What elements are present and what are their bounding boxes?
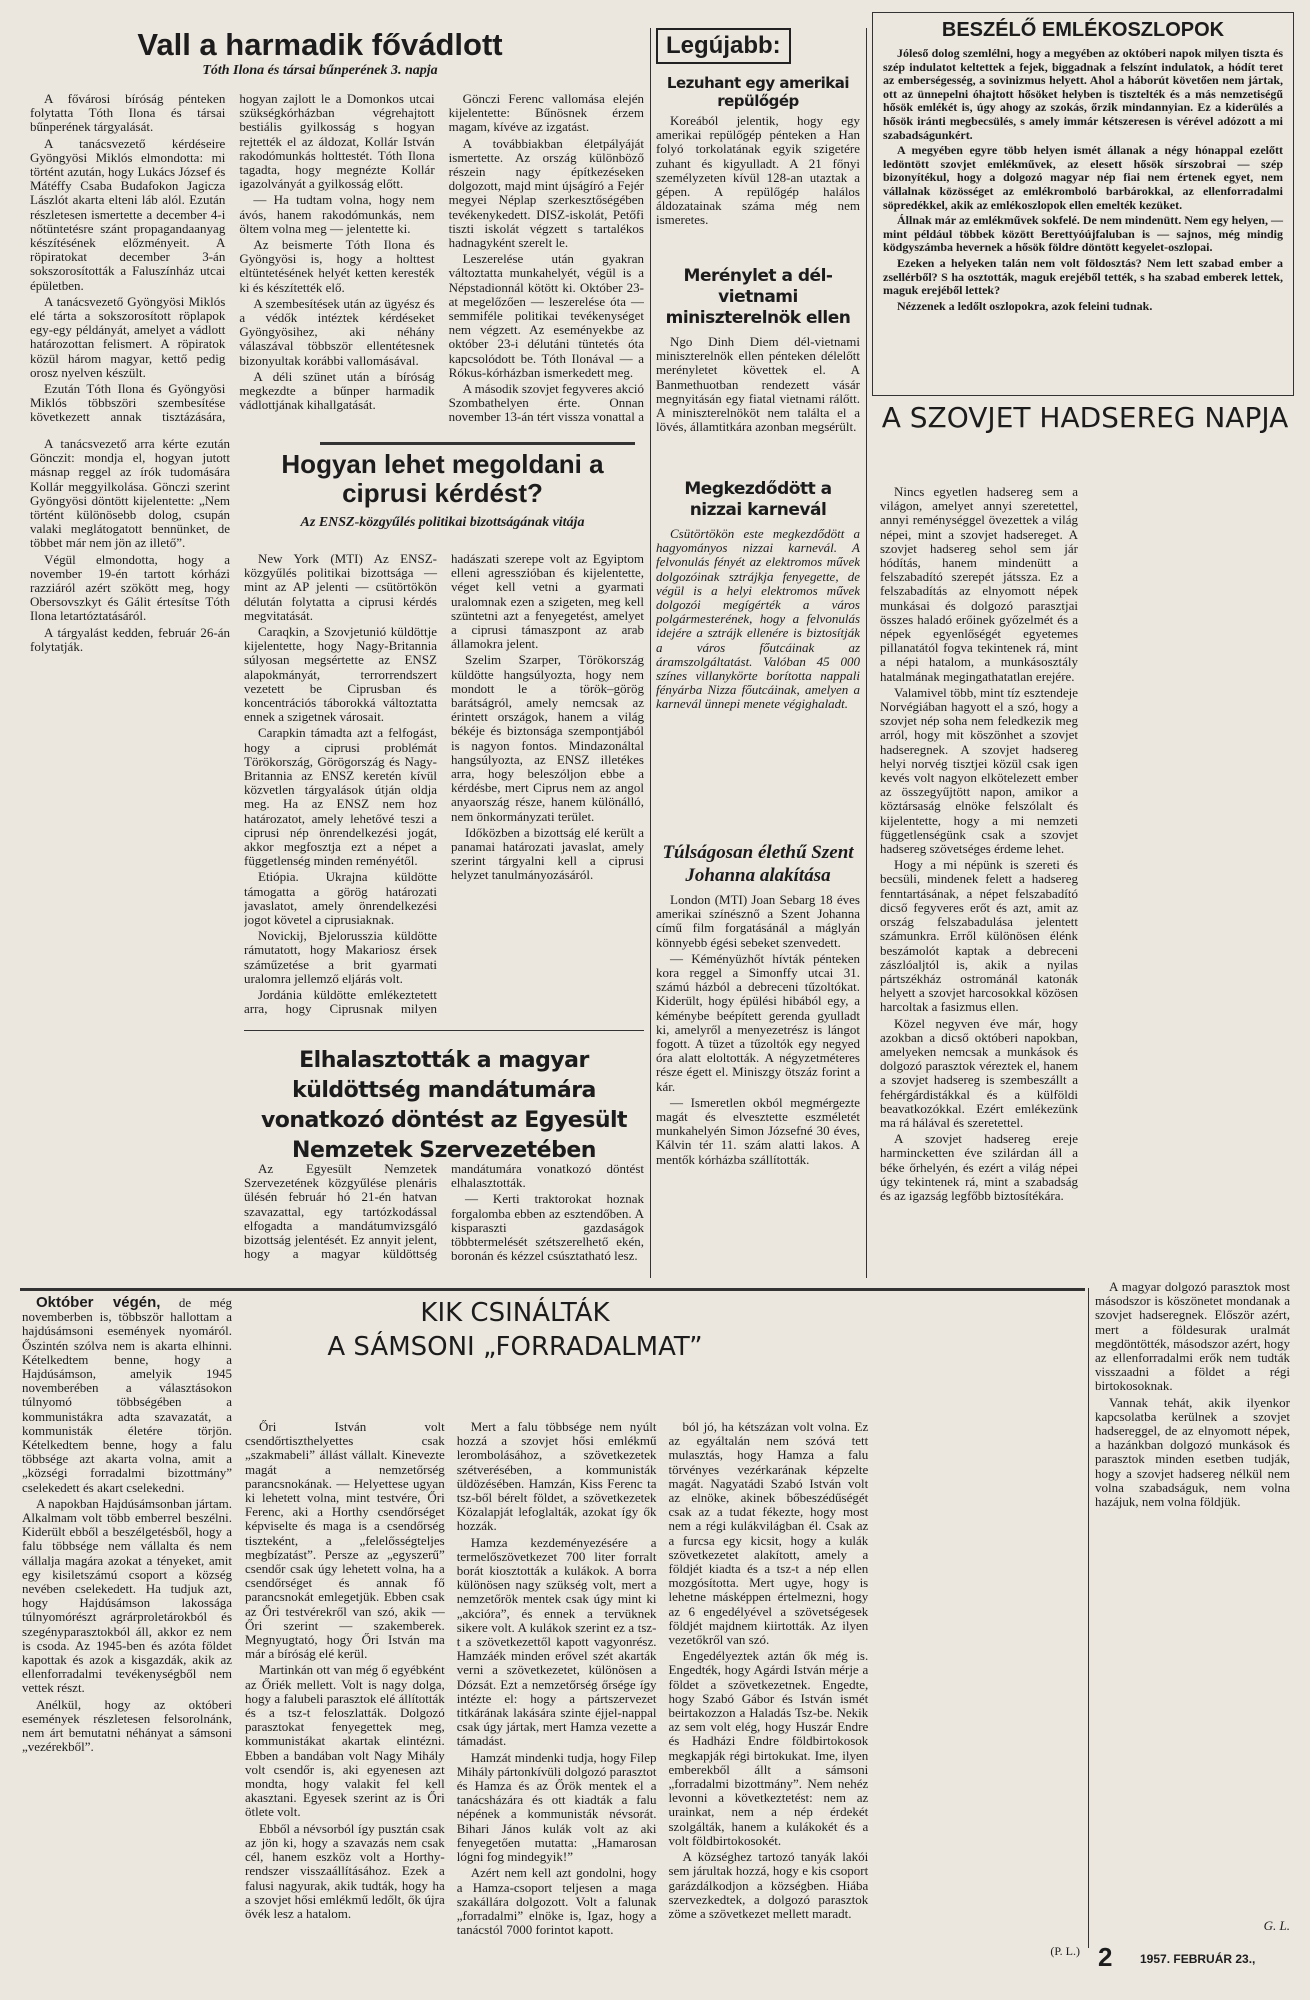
column-rule	[1088, 1288, 1089, 1948]
section-divider	[20, 1288, 1085, 1291]
samson-intro	[22, 1296, 232, 1936]
hadsereg-headline: A SZOVJET HADSEREG NAPJA	[881, 401, 1289, 434]
article-ciprus-body	[244, 552, 644, 1022]
paragraph: Az beismerte Tóth Ilona és Gyöngyösi is, hogy a holttest eltüntetésének helyét ketten keresték ki és készítették elő.	[239, 237, 435, 295]
paragraph: — Ismeretlen okból megmérgezte magát és elvesztette eszméletét munkahelyén Simon Józsefné 30 éves, Kálvin tér 11. szám alatti lakos. A mentők kórházba szállították.	[656, 1094, 860, 1167]
paragraph: New York (MTI) Az ENSZ-közgyűlés politikai bizottsága — mint az AP jelenti — csütörtökön délután folytatta a ciprusi kérdés megvitatását.	[244, 552, 437, 623]
paragraph: Végül elmondotta, hogy a november 19-én tartott kórházi razziáról azért szökött meg, hogy Obersovszkyt és Gálit értesítse Tóth Ilona letartóztatásáról.	[30, 551, 230, 624]
hadsereg-signature: G. L.	[1263, 1918, 1290, 1933]
paragraph: A tárgyalást kedden, február 26-án folytatják.	[30, 624, 230, 654]
article-ciprus-headline: Hogyan lehet megoldani a ciprusi kérdést?	[281, 450, 604, 508]
article-kuldottseg-header	[244, 1040, 644, 1160]
article-ciprus-header	[240, 450, 645, 550]
paragraph: Carapkin támadta azt a felfogást, hogy a ciprusi problémát Törökország, Görögország és Nagy-Britannia az ENSZ keretén kívül közvetlen tárgyalások útján oldja meg. Ha az ENSZ nem hoz határozatot, amely lehetővé teszi a ciprusi nép önrendelkezési jogát, akkor megfosztja ezt a népet a függetlenség minden reményétől.	[244, 725, 437, 869]
paragraph: Anélkül, hogy az októberi események részletesen felsorolnánk, nem árt bemutatni néhányat a sámsoni „vezérekből”.	[22, 1696, 232, 1755]
paragraph: Ngo Dinh Diem dél-vietnami miniszterelnök ellen pénteken délelőtt merényletet követtek el. A Banmethuotban rendezett vásár megnyitásán egy fiatal vietnami rálőtt. A miniszterelnököt nem találta el a lövés, államtitkára azonban megsérült.	[656, 335, 860, 435]
legujabb-p4	[656, 893, 860, 1233]
legujabb-p1	[656, 114, 860, 254]
paragraph: Novickij, Bjelorusszia küldötte rámutatott, hogy Makariosz érsek száműzetése a brit gyarmati uralomra jellemző eljárás volt.	[244, 928, 437, 986]
paragraph: A déli szünet után a bíróság megkezdte a bűnper harmadik vádlottjának kihallgatását.	[239, 368, 435, 413]
paragraph: Hamza kezdeményezésére a termelőszövetkezet 700 liter forralt borát kiosztották a kulákok. A borra különösen nagy szükség volt, mert a nemzetőrök mentek csak úgy mint ki „akcióra”, és ennek a tervüknek sikere volt. A kulákok szerint ez a tsz-t a szövetkezettől kapott vagyonrész. Hamzáék minden erővel szét akarták verni a szövetkezetet, különösen a Dózsát. Ezt a nemzetőrség őrsége így intézte el: hogy a pártszervezet titkárának lakására szinte éjjel-nappal csak úgy jártak, mert Hamza vezette a támadást.	[456, 1534, 657, 1749]
legujabb-p2	[656, 335, 860, 465]
paragraph: Vannak tehát, akik ilyenkor kapcsolatba kerülnek a szovjet hadsereggel, de az elnyomott népek, a hazánkban dolgozó munkások és parasztok minden esetben tudják, hogy a szovjet hadsereg nélkül nem volna szabadságuk, nem volna hazájuk, nem volna földjük.	[1095, 1394, 1290, 1510]
legujabb-section	[656, 28, 860, 1278]
legujabb-p3	[656, 527, 860, 827]
divider	[244, 1030, 644, 1031]
paragraph: Közel negyven éve már, hogy azokban a dicső októberi napokban, amelyeken nemcsak a munkások és dolgozó parasztok véreztek el, hanem a szovjet hadsereg is szembeszállt a fehérgárdistákkal és a külföldi beavatkozókkal. Ezért emlékezünk ma rá hálával és szeretettel.	[880, 1015, 1078, 1130]
paragraph: A napokban Hajdúsámsonban jártam. Alkalmam volt több emberrel beszélni. Kiderült ebből a beszélgetésből, hogy a falu többsége nem vállalta és nem vállalja magára azokat a tényeket, amit egy kisiletszámú csoport a község nevében cselekedett. Ha tudjuk azt, hogy Hajdúsámson lakossága túlnyomórészt agrárproletárokból és szegényparasztokból áll, akkor ez nem is csoda. Az 1945-ben és azóta földet kapottak és azok a kisgazdák, akik az ellenforradalmi tevékenységből nem vettek részt.	[22, 1495, 232, 1696]
paragraph: Engedélyeztek aztán ők még is. Engedték, hogy Agárdi István mérje a földet a szövetkezetnek. Engedte, hogy Szabó Gábor és István ismét beirtakozzon a Haladás Tsz-be. Nekik az sem volt elég, hogy Huszár Endre és Hadházi Endre földbirtokosok megkapják régi birtokukat. Ime, ilyen emberekből állt a sámsoni „forradalmi bizottmány”. Nem nehéz levonni a következtetést: nem az urainkat, nem a nép érdekét szolgálták, hanem a kulákokét és a volt földbirtokosokét.	[668, 1648, 869, 1848]
article-vall-body	[30, 92, 644, 437]
issue-date: 1957. FEBRUÁR 23.,	[1140, 1952, 1256, 1966]
article-vall-header	[95, 28, 545, 86]
paragraph: ból jó, ha kétszázan volt volna. Ez az egyáltalán nem szóvá tett mulasztás, hogy Hamza a falu törvényes vezérkarának képzelte magát. Nagyatádi Szabó István volt az elnöke, akinek bőbeszédűségét csak az a tudat fékezte, hogy most nem a régi kulákvilágban él. Csak az a furcsa egy kicsit, hogy a kulák szövetkezetet alakított, amely a földjét kiadta és a tsz-t a nép ellen mozgósította. Mert ugye, hogy is lehetne másképpen értelmezni, hogy az 6 engedélyével a szövetségesek földjét majdnem kiirtották. Az ilyen vezetőkről van szó.	[668, 1420, 869, 1648]
article-vall-body-continued	[30, 437, 230, 1279]
paragraph: Nincs egyetlen hadsereg sem a világon, amelyet annyi szeretettel, annyi reménységgel övezettek a világ népei, mint a szovjet hadsereget. A szovjet hadsereg sehol sem jár hódítás, hanem mindenütt a felszabadító szerepét játssza. Ez a felszabadítás az elnyomott népek munkásai és dolgozó parasztjai összes haladó erőinek győzelmét és a népek egyenlőségét egyetemes pillanatától fogva tekintenek rá, mint a népi hatalom, a munkásosztály hatalmának megingathatatlan erejére.	[880, 485, 1078, 684]
article-ciprus-subhead: Az ENSZ-közgyűlés politikai bizottságának vitája	[300, 515, 585, 530]
legujabb-title: Legújabb:	[656, 28, 791, 64]
column-rule	[650, 28, 651, 1278]
paragraph: — Kéményüzhőt hívták pénteken kora reggel a Simonffy utcai 31. számú házból a debreceni tűzoltókat. Kiderült, hogy épülési hibából egy, a kéménybe beépített gerenda gyulladt ki, amelyről a menyezetrész is lángot fogott. A tüzet a tűzoltók egy negyed óra alatt eloltották. A négyzetméteres része égett el. Miniszgy ötszáz forint a kár.	[656, 950, 860, 1094]
paragraph: Ezeken a helyeken talán nem volt földosztás? Nem lett szabad ember a zsellérből? S ha osztották, maguk erejéből tették, s ha szabad emberek lettek, maguk erejéből lettek?	[883, 255, 1283, 298]
samson-intro-paragraph	[22, 1296, 232, 1495]
paragraph: Gönczi Ferenc vallomása elején kijelentette: Bűnösnek érzem magam, kívéve az izgatást.	[448, 92, 644, 135]
page-number: 2	[1098, 1942, 1113, 1972]
paragraph: London (MTI) Joan Sebarg 18 éves amerikai színésznő a Szent Johanna című film forgatásánál a máglyán könnyebb égési sebeket szenvedett.	[656, 893, 860, 950]
paragraph: Ebből a névsorból így pusztán csak az jön ki, hogy a szavazás nem csak cél, hanem eszköz volt a Horthy-rendszer visszaállításához. Ezek a falusi nagyurak, akik tudták, hogy ha a szovjet hősi emlékmű ledőlt, ők újra övék lesz a hatalom.	[245, 1820, 445, 1921]
paragraph: Időközben a bizottság elé került a panamai határozati javaslat, amely szerint tárgyalni kell a ciprusi helyzet tanulmányozásáról.	[451, 824, 644, 883]
paragraph: Martinkán ott van még ő egyébként az Őriék mellett. Volt is nagy dolga, hogy a falubeli parasztok elé állították és a tsz-t feloszlatták. Dolgozó parasztokat fenyegettek meg, kommunistákat akartak elintézni. Ebben a bandában volt Nagy Mihály volt csendőr is, aki egyenesen azt mondta, hogy valakit fel kell akasztani. Egyesek szerint az is Őri ötlete volt.	[245, 1662, 445, 1820]
divider	[320, 442, 635, 445]
emlek-box	[872, 12, 1294, 396]
paragraph: Valamivel több, mint tíz esztendeje Norvégiában hagyott el a szó, hogy a szovjet nép soha nem feledkezik meg arról, hogy mit köszönhet a szovjet hadseregnek. A szovjet hadsereg helyi norvég tisztjei közül csak igen kevés volt nagyon elkötelezett ember az összegyűjtött napon, amikor a köztársaság elnöke felszólalt és kijelentette, hogy a mi nemzeti függetlenségünk csak a szovjet hadsereg szövetséges érdeme lehet.	[880, 684, 1078, 857]
paragraph: A szovjet hadsereg ereje harmincketten éve szilárdan áll a béke őrhelyén, és ezért a világ népei úgy tekintenek rá, mint a szabadság és az igazság legfőbb biztosítékára.	[880, 1131, 1078, 1203]
paragraph: Jóleső dolog szemlélni, hogy a megyében az októberi napok milyen tiszta és szép indulatot keltettek a fejek, biggadnak a felszínt indulatok, a hódít teret az emberségesség, a sovinizmus helyett. Ahol a háborút követően nem jártak, ott az ünnepelni óhajtott hősöket helyben is tisztelték és a más nemzetiségű hősök emlékét is, úgy ahogy az szokás, őrzik mindannyian. Ez a kiderülés a hősök iránti megbecsülés, s amely immár kétszeresen is vérével adózott a mi szabadságunkért.	[883, 46, 1283, 142]
samson-body	[245, 1420, 1080, 1940]
legujabb-h4: Túlságosan élethű Szent Johanna alakítása	[662, 842, 854, 886]
samson-header	[245, 1296, 785, 1416]
paragraph: Állnak már az emlékművek sokfelé. De nem mindenütt. Nem egy helyen, — mint például többek között Berettyóújfaluban is — sajnos, még mindig ködgyszámba hevernek a hősök földre döntött kegyelet-oszlopai.	[883, 213, 1283, 255]
paragraph: A magyar dolgozó parasztok most másodszor is köszönetet mondanak a szovjet hadseregnek. Először azért, mert a földesurak uralmát megdöntötték, másodszor azért, hogy az ellenforradalmi erők nem tudták visszaadni a földet a régi birtokosoknak.	[1095, 1280, 1290, 1394]
paragraph: Koreából jelentik, hogy egy amerikai repülőgép pénteken a Han folyó torkolatának egyik szigetére zuhant és kigyulladt. A 21 főnyi személyzeten kívül 128-an utaztak a gépen. A repülőgép halálos áldozatainak száma még nem ismeretes.	[656, 114, 860, 228]
paragraph: Leszerelése után gyakran változtatta munkahelyét, végül is a Népstadionnál kötött ki. Október 23-at megelőzően — leszerelése óta — semmiféle politikai tevékenységet nem végzett. Az eseményekbe az október 23-i délutáni tüntetés óta kapcsolódott be. Tóth Ilonával — a Rókus-kórházban ismerkedett meg.	[448, 251, 644, 380]
article-kuldottseg-body	[244, 1162, 644, 1277]
paragraph: Hogy a mi népünk is szereti és becsüli, mindenek felett a hadsereg fenntartásának, a népet felszabadító dicső fegyveres erőt és azt, amit az ország felszabadulása jelentett számunkra. Erről különösen élénk beszámolót kaptak a debreceni zászlóaljtól is, akik a nyilas pártszékház ostrománál katonák helyett a szovjet harcosokkal közösen harcoltak a fasizmus ellen.	[880, 857, 1078, 1015]
paragraph: — Kerti traktorokat hoznak forgalomba ebben az esztendőben. A kisparaszti gazdaságok többtermelését szétszerelhető ekén, boronán és kézzel csúsztatható lesz.	[451, 1191, 644, 1264]
paragraph: A továbbiakban életpályáját ismertette. Az ország különböző részein nagy építkezéseken dolgozott, majd mint újságíró a Fejér megyei Néplap szerkesztőségében tevékenykedett. DISZ-iskolát, Petőfi tiszti iskolát végzett s tartalékos hadnagyként szerelt le.	[448, 135, 644, 251]
paragraph: A szembesítések után az ügyész és a védők intéztek kérdéseket Gyöngyösihez, aki néhány válaszával többször ellentétesnek bizonyultak korábbi vallomásával.	[239, 295, 435, 368]
samson-intro-runin: Október végén,	[36, 1296, 161, 1311]
paragraph: Jordánia küldötte emlékeztetett arra, hogy Ciprusnak milyen hadászati szerepe volt az Egyiptom elleni agresszióban és kijelentette, véget kell vetni a gyarmati uralomnak ezen a szigeten, meg kell szüntetni azt a fenyegetést, amelyet a ciprusi támaszpont az arab államokra jelent.	[244, 552, 644, 1017]
emlek-body	[873, 43, 1293, 391]
legujabb-h2: Merénylet a dél-vietnami miniszterelnök ellen	[665, 266, 851, 328]
article-vall-subhead: Tóth Ilona és társai bűnperének 3. napja	[202, 63, 438, 78]
legujabb-h1: Lezuhant egy amerikai repülőgép	[666, 74, 850, 110]
article-kuldottseg-headline: Elhalasztották a magyar küldöttség mandátumára vonatkozó döntést az Egyesült Nemzetek Szervezetében	[260, 1048, 628, 1160]
samson-headline-2: A SÁMSONI „FORRADALMAT”	[327, 1332, 703, 1362]
samson-signature: (P. L.)	[1050, 1944, 1080, 1958]
hadsereg-body-continued	[1095, 1280, 1290, 1920]
paragraph: Szelim Szarper, Törökország küldötte hangsúlyozta, hogy nem mondott le a török–görög barátságról, amely nemcsak az érintett országok, hanem a világ békéje és biztonsága szempontjából is nagyon fontos. Mindazonáltal hangsúlyozta, az ENSZ illetékes arra, hogy beleszóljon ebbe a kérdésbe, mert Ciprus nem az angol anyaország része, hanem különálló, nem önkormányzati terület.	[451, 652, 644, 824]
paragraph: Etiópia. Ukrajna küldötte támogatta a görög határozati javaslatot, amely önrendelkezési jogot követel a ciprusiaknak.	[244, 869, 437, 928]
column-rule	[866, 28, 867, 1278]
paragraph: Mert a falu többsége nem nyúlt hozzá a szovjet hősi emlékmű lerombolásához, a szövetkezetek szétverésében, a kommunisták üldözésében. Hamzán, Kiss Ferenc ta tsz-ből bérelt földet, a szövetkezetek Közalapját lefoglalták, azokat így ők hozzák.	[456, 1420, 657, 1534]
paragraph: A községhez tartozó tanyák lakói sem járultak hozzá, hogy e kis csoport garázdálkodjon a községben. Hiába szervezkedtek, a dolgozó parasztok zöme a szövetkezet mellett maradt.	[668, 1849, 869, 1921]
emlek-title: BESZÉLŐ EMLÉKOSZLOPOK	[941, 19, 1225, 41]
hadsereg-body	[880, 485, 1290, 1275]
paragraph: Őri István volt csendőrtiszthelyettes csak „szakmabeli” állást vállalt. Kinevezte magát a nemzetőrség parancsnokának. — Helyettese ugyan ki lehetett volna, mint testvére, Őri Ferenc, aki a Horthy csendőrséget képviselte és maga is a csendőrség tiszteként, a „felelősségteljes megbízatást”. Persze az „egyszerű” csendőr csak úgy lehetett volna, ha a csendőrséget és annak fő parancsnokát emlegetjük. Ebben csak az Őri testvérekről van szó, akik — Őri szerint — szakemberek. Megnyugtató, hogy Őri István ma már a bíróság elé kerül.	[245, 1420, 445, 1662]
paragraph: A megyében egyre több helyen ismét állanak a négy hónappal ezelőtt ledöntött szovjet emlékművek, az elesett hősök sírszobrai — szép bizonyítékul, hogy a dolgozó magyar nép fiai nem értenek egyet, nem vállalnak közösséget az emlékromboló barbárokkal, az ellenforradalmi söpredékkel, akik az emlékoszlopok ellen emelték kezüket.	[883, 143, 1283, 212]
paragraph: Ezután Tóth Ilona és Gyöngyösi Miklós többszöri szembesítése következett annak tisztázására, hogyan zajlott le a Domonkos utcai szükségkórházban végrehajtott bestiális gyilkosság s hogyan rejtették el az áldozat, Kollár István rakodómunkás holttestét. Tóth Ilona tagadta, hogy megnézte Kollár igazolványát a gyilkosság előtt.	[30, 92, 435, 425]
paragraph: Az Egyesült Nemzetek Szervezetének közgyűlése plenáris ülésén február hó 21-én hatvan szavazattal, egy tartózkodással elfogadta a mandátumvizsgáló bizottság jelentését. Ez annyit jelent, hogy a magyar küldöttség mandátumára vonatkozó döntést elhalasztották.	[244, 1162, 644, 1262]
samson-intro-text: de még novemberben is, többször hallottam a hajdúsámsoni események nyomáról. Őszintén szólva nem is akarta elhinni. Kételkedtem benne, hogy a Hajdúsámson, amelyik 1945 novemberében a választásokon túlnyomó többségében a kommunistákra adta szavazatát, a kommunisták életére törjön. Kételkedtem benne, hogy a falu többsége azt akarta volna, amit a „községi forradalmi bizottmány” cselekedett és akart cselekedni.	[22, 1296, 232, 1495]
paragraph: Azért nem kell azt gondolni, hogy a Hamza-csoport teljesen a maga szakállára dolgozott. Volt a falunak „forradalmi” elnöke is, Igaz, hogy a tanácstól 7000 forintot kapott.	[456, 1865, 657, 1938]
hadsereg-header	[880, 400, 1290, 480]
article-vall-headline: Vall a harmadik fővádlott	[137, 28, 503, 62]
samson-headline-1: KIK CSINÁLTÁK	[420, 1298, 610, 1328]
paragraph: Csütörtökön este megkezdődött a hagyományos nizzai karnevál. A felvonulás fényét az elektromos művek dolgozóinak sztrájkja fenyegette, de végül is a helyi elektromos művek dolgozói megígérték a város polgármesterének, hogy a felvonulás idejére a sztrájk ellenére is biztosítják a város főutcáinak az áramszolgáltatást. Valóban 45 000 színes villanykörte borította nappali fényárba Nizza főutcáinak, amelyen a karnevál ünnepi menete végighaladt.	[656, 527, 860, 712]
paragraph: A második szovjet fegyveres akció Szombathelyen érte. Onnan november 13-án tért vissza vonattal a	[448, 381, 644, 425]
legujabb-h3: Megkezdődött a nizzai karnevál	[684, 479, 832, 520]
paragraph: — Ha tudtam volna, hogy nem ávós, hanem rakodómunkás, nem öltem volna meg — jelentette ki.	[239, 192, 435, 236]
paragraph: Hamzát mindenki tudja, hogy Filep Mihály pártonkívüli dolgozó parasztot és Hamza és az Őrök mentek el a tanácsházára és ott kiadták a falu népének a kommunisták névsorát. Bihari János kulák volt az aki fenyegetően mutatta: „Hamarosan lógni fog mindegyik!”	[456, 1749, 657, 1865]
paragraph: Nézzenek a ledőlt oszlopokra, azok feleini tudnak.	[897, 298, 1153, 313]
paragraph: A fővárosi bíróság pénteken folytatta Tóth Ilona és társai bűnperének tárgyalását.	[30, 92, 226, 135]
paragraph: A tanácsvezető arra kérte ezután Gönczit: mondja el, hogyan jutott másnap reggel az írók tudomására Kollár meggyilkolása. Gönczi szerint Gyöngyösi döntött kijelentette: „Nem történt különösebb dolog, csupán valaki meglátogatott bennünket, de többet már nem jön az illető”.	[30, 437, 230, 551]
paragraph: A tanácsvezető Gyöngyösi Miklós elé tárta a sokszorosított röplapok egy-egy példányát, amelyet a vádlott határozottan felismert. A röpiratok közül három magyar, kettő pedig orosz nyelven készült.	[30, 293, 226, 380]
paragraph: Caraqkin, a Szovjetunió küldöttje kijelentette, hogy Nagy-Britannia súlyosan megsértette az ENSZ alapokmányát, terrorrendszert vezetett be Ciprusban és koncentrációs táborokká változtatta ennek a szigetnek városait.	[244, 624, 437, 725]
paragraph: A tanácsvezető kérdéseire Gyöngyösi Miklós elmondotta: mi történt azután, hogy Lukács József és Mátéffy Csaba Budafokon Jagicza Lászlót akarta elteni láb alól. Ezután részletesen ismertette a december 4-i nőtüntetésre szánt propagandaanyag készítésének előzményeit. A röpiratokat december 3-án sokszorosították a Faluszínház utcai épületben.	[30, 135, 226, 293]
